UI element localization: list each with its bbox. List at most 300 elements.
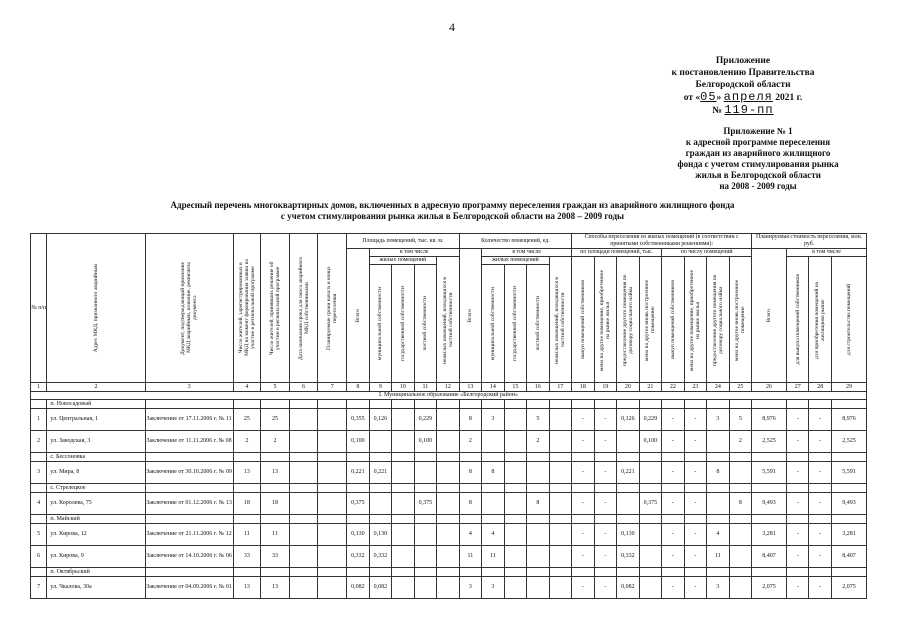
cell-c6 — [289, 431, 318, 453]
cell-c16 — [527, 577, 550, 599]
column-number: 21 — [639, 383, 662, 392]
header-buyout — [572, 257, 595, 383]
appendix2-title: Приложение № 1 — [723, 126, 793, 136]
cell-c6 — [289, 524, 318, 546]
cell-c5: 13 — [261, 462, 290, 484]
column-number: 13 — [459, 383, 482, 392]
cell-c19: - — [594, 431, 617, 453]
column-number: 9 — [369, 383, 392, 392]
cell-c29: 2,075 — [831, 577, 866, 599]
cell-c7 — [318, 577, 347, 599]
cell-c13: 4 — [459, 524, 482, 546]
empty-cell — [459, 453, 482, 462]
empty-cell — [392, 515, 415, 524]
cell-c17 — [549, 493, 572, 515]
empty-cell — [392, 400, 415, 409]
empty-cell — [594, 515, 617, 524]
cell-c6 — [289, 546, 318, 568]
table-row — [31, 493, 867, 515]
table-row — [31, 577, 867, 599]
empty-cell — [786, 515, 809, 524]
empty-cell — [729, 400, 752, 409]
cell-c6 — [289, 409, 318, 431]
header-persons-total-text: Число жителей, зарегистрированных в МКД на момент формирования заявки на участие в региональной программе — [237, 259, 256, 357]
empty-cell — [459, 515, 482, 524]
locality-row — [31, 400, 867, 409]
empty-cell — [261, 484, 290, 493]
header-count-group: Количество помещений, ед. — [459, 234, 572, 249]
cell-c16: 8 — [527, 493, 550, 515]
header-cost-total-text: Всего — [766, 308, 773, 323]
empty-cell — [572, 568, 595, 577]
cell-c8: 0,332 — [347, 546, 370, 568]
header-persons-decision-text: Число жителей, принявших решение об участии в региональной программе — [269, 261, 281, 355]
empty-cell — [233, 453, 261, 462]
cell-c14: 3 — [482, 409, 505, 431]
cell-c26: 8,407 — [752, 546, 787, 568]
cell-c25: 8 — [729, 493, 752, 515]
header-cost-buyout — [786, 257, 809, 383]
header-other-bought-text: мена на другое помещение, приобретенное на рынке жилья — [599, 268, 612, 371]
cell-c7 — [318, 462, 347, 484]
document-title — [160, 200, 745, 222]
row-address: ул. Королева, 75 — [47, 493, 145, 515]
empty-cell — [414, 484, 437, 493]
empty-cell — [504, 515, 527, 524]
cell-c15 — [504, 577, 527, 599]
cell-c14: 11 — [482, 546, 505, 568]
header-address — [47, 234, 145, 383]
cell-c14: 8 — [482, 462, 505, 484]
empty-cell — [459, 568, 482, 577]
empty-cell — [786, 400, 809, 409]
empty-cell — [318, 484, 347, 493]
cell-c4: 13 — [233, 462, 261, 484]
cell-c18: - — [572, 462, 595, 484]
header-document-text: Документ, подтверждающий признание МКД аварийным, название, реквизиты документа — [180, 261, 199, 355]
header-other-social-c-text: предоставление другого помещения по договору социального найма — [711, 273, 724, 366]
appendix2-block — [658, 126, 858, 192]
empty-cell — [347, 515, 370, 524]
appendix2-line: на 2008 - 2009 годы — [719, 181, 797, 191]
date-mid: » — [716, 93, 722, 103]
cell-c11: 0,100 — [414, 431, 437, 453]
empty-cell — [662, 400, 685, 409]
header-buyout-text: выкуп помещений собственников — [579, 280, 586, 359]
cell-c12 — [437, 577, 460, 599]
empty-cell — [549, 568, 572, 577]
cell-c27: - — [786, 493, 809, 515]
cell-c21 — [639, 462, 662, 484]
header-ways-group: Способы переселения из жилых помещений (в соответствии с принятыми собственниками решениями): — [572, 234, 752, 249]
empty-cell — [729, 484, 752, 493]
cell-c25 — [729, 524, 752, 546]
row-address: ул. Кирова, 12 — [47, 524, 145, 546]
empty-cell — [729, 515, 752, 524]
empty-cell — [369, 400, 392, 409]
header-document — [145, 234, 233, 383]
column-numbers-row — [31, 383, 867, 392]
header-by-count: по числу помещений — [662, 249, 752, 257]
header-planned-text: Планируемые сроки начала и конца переселения — [326, 266, 339, 350]
cell-c5: 25 — [261, 409, 290, 431]
cell-c15 — [504, 431, 527, 453]
empty-cell — [145, 484, 233, 493]
date-month: апреля — [723, 90, 773, 104]
cell-c28: - — [809, 546, 832, 568]
empty-cell — [504, 453, 527, 462]
empty-cell — [289, 484, 318, 493]
cell-c7 — [318, 409, 347, 431]
empty-cell — [289, 568, 318, 577]
cell-c7 — [318, 524, 347, 546]
cell-c10 — [392, 409, 415, 431]
empty-cell — [527, 400, 550, 409]
column-number: 12 — [437, 383, 460, 392]
cell-c17 — [549, 524, 572, 546]
cell-c15 — [504, 409, 527, 431]
cell-c26: 2,075 — [752, 577, 787, 599]
empty-cell — [707, 453, 730, 462]
empty-cell — [572, 453, 595, 462]
cell-c5: 18 — [261, 493, 290, 515]
cell-c23: - — [684, 524, 707, 546]
cell-c17 — [549, 546, 572, 568]
cell-c27: - — [786, 409, 809, 431]
cell-c10 — [392, 577, 415, 599]
cell-c4: 25 — [233, 409, 261, 431]
cell-c24: 3 — [707, 409, 730, 431]
table-row — [31, 431, 867, 453]
cell-c13: 8 — [459, 493, 482, 515]
empty-cell — [233, 400, 261, 409]
cell-c9 — [369, 493, 392, 515]
empty-cell — [572, 400, 595, 409]
cell-c9: 0,332 — [369, 546, 392, 568]
cell-c14: 4 — [482, 524, 505, 546]
column-number: 8 — [347, 383, 370, 392]
empty-cell — [639, 484, 662, 493]
cell-c25 — [729, 577, 752, 599]
header-buyout-c-text: выкуп помещений собственников — [669, 280, 676, 359]
locality-name: п. Октябрьский — [47, 568, 145, 577]
empty-cell — [831, 400, 866, 409]
empty-cell — [261, 568, 290, 577]
header-count-total — [459, 249, 482, 383]
header-other-bought-c — [684, 257, 707, 383]
empty-cell — [617, 568, 640, 577]
cell-c7 — [318, 493, 347, 515]
column-number: 2 — [47, 383, 145, 392]
column-number: 17 — [549, 383, 572, 392]
empty-cell — [482, 515, 505, 524]
cell-c15 — [504, 546, 527, 568]
cell-c9: 0,130 — [369, 524, 392, 546]
empty-cell — [831, 568, 866, 577]
appendix2-line: граждан из аварийного жилищного — [685, 148, 831, 158]
header-cost-build-text: для строительства помещений — [845, 283, 852, 356]
header-cost-market — [809, 257, 832, 383]
row-document: Заключение от 01.12.2006 г. № 13 — [145, 493, 233, 515]
header-area-group: Площадь помещений, тыс. кв. м. — [347, 234, 460, 249]
empty-cell — [459, 484, 482, 493]
empty-cell — [261, 515, 290, 524]
empty-cell — [786, 484, 809, 493]
cell-c8: 0,130 — [347, 524, 370, 546]
empty-cell — [707, 484, 730, 493]
empty-cell — [549, 515, 572, 524]
header-cost-market-text: для приобретения помещений на жилищном рынке — [814, 280, 827, 359]
cell-c20: 0,332 — [617, 546, 640, 568]
row-number: 6 — [31, 546, 47, 568]
header-cost-total — [752, 249, 787, 383]
locality-num-cell — [31, 568, 47, 577]
cell-c26: 8,976 — [752, 409, 787, 431]
cell-c22: - — [662, 524, 685, 546]
empty-cell — [504, 484, 527, 493]
number-prefix: № — [712, 106, 722, 116]
cell-c10 — [392, 431, 415, 453]
empty-cell — [527, 568, 550, 577]
empty-cell — [752, 400, 787, 409]
locality-num-cell — [31, 400, 47, 409]
column-number: 19 — [594, 383, 617, 392]
table-body — [31, 400, 867, 599]
cell-c25: 2 — [729, 431, 752, 453]
cell-c21 — [639, 546, 662, 568]
cell-c25 — [729, 462, 752, 484]
header-num: № п/п — [31, 234, 47, 383]
cell-c4: 33 — [233, 546, 261, 568]
header-municipal-text: муниципальной собственности — [377, 286, 384, 361]
empty-cell — [261, 400, 290, 409]
locality-name: п. Новосадовый — [47, 400, 145, 409]
empty-cell — [684, 453, 707, 462]
cell-c16 — [527, 462, 550, 484]
empty-cell — [482, 484, 505, 493]
locality-num-cell — [31, 515, 47, 524]
cell-c25: 5 — [729, 409, 752, 431]
row-document: Заключение от 30.10.2006 г. № 09 — [145, 462, 233, 484]
date-prefix: от « — [683, 93, 701, 103]
cell-c17 — [549, 577, 572, 599]
cell-c13: 8 — [459, 462, 482, 484]
column-number: 4 — [233, 383, 261, 392]
cell-c11: 0,375 — [414, 493, 437, 515]
empty-cell — [459, 400, 482, 409]
header-area-total — [347, 249, 370, 383]
empty-cell — [809, 568, 832, 577]
empty-cell — [145, 515, 233, 524]
cell-c19: - — [594, 409, 617, 431]
header-nonres-text: нежилых помещений, находящихся в частной собственности — [441, 275, 454, 364]
header-private-c-text: частной собственности — [534, 296, 541, 351]
cell-c11 — [414, 462, 437, 484]
empty-cell — [437, 568, 460, 577]
empty-cell — [289, 515, 318, 524]
cell-c23: - — [684, 409, 707, 431]
cell-c16 — [527, 524, 550, 546]
header-municipal — [369, 265, 392, 383]
empty-cell — [684, 515, 707, 524]
cell-c18: - — [572, 577, 595, 599]
cell-c26: 9,493 — [752, 493, 787, 515]
header-state-c — [504, 265, 527, 383]
header-other-bought-c-text: мена на другое помещение, приобретенное на рынке жилья — [689, 268, 702, 371]
empty-cell — [145, 568, 233, 577]
empty-cell — [639, 568, 662, 577]
cell-c26: 3,281 — [752, 524, 787, 546]
empty-cell — [504, 400, 527, 409]
cell-c21: 0,229 — [639, 409, 662, 431]
cell-c22: - — [662, 493, 685, 515]
empty-cell — [437, 484, 460, 493]
empty-cell — [662, 515, 685, 524]
header-nonres — [437, 257, 460, 383]
cell-c18: - — [572, 493, 595, 515]
header-cost-buyout-text: для выкупа помещений собственников — [794, 274, 801, 365]
header-nonres-c-text: нежилых помещений, находящихся в частной собственности — [554, 275, 567, 364]
header-area-dwellings: жилых помещений — [369, 257, 437, 265]
column-number: 11 — [414, 383, 437, 392]
cell-c5: 13 — [261, 577, 290, 599]
column-number: 18 — [572, 383, 595, 392]
cell-c17 — [549, 462, 572, 484]
row-number: 4 — [31, 493, 47, 515]
row-number: 1 — [31, 409, 47, 431]
column-number: 15 — [504, 383, 527, 392]
empty-cell — [639, 515, 662, 524]
cell-c5: 33 — [261, 546, 290, 568]
column-number: 25 — [729, 383, 752, 392]
cell-c18: - — [572, 409, 595, 431]
cell-c12 — [437, 546, 460, 568]
empty-cell — [662, 484, 685, 493]
date-day: 05 — [700, 90, 717, 104]
cell-c15 — [504, 493, 527, 515]
empty-cell — [233, 515, 261, 524]
empty-cell — [233, 568, 261, 577]
cell-c13: 2 — [459, 431, 482, 453]
header-area-including: в том числе — [369, 249, 459, 257]
empty-cell — [437, 453, 460, 462]
empty-cell — [347, 568, 370, 577]
locality-row — [31, 568, 867, 577]
cell-c24 — [707, 431, 730, 453]
row-document: Заключение от 17.11.2006 г. № 11 — [145, 409, 233, 431]
column-number: 27 — [786, 383, 809, 392]
cell-c24 — [707, 493, 730, 515]
empty-cell — [684, 484, 707, 493]
header-count-dwellings: жилых помещений — [482, 257, 550, 265]
header-private — [414, 265, 437, 383]
row-document: Заключение от 04.09.2006 г. № 01 — [145, 577, 233, 599]
cell-c25 — [729, 546, 752, 568]
locality-name: п. Майский — [47, 515, 145, 524]
cell-c6 — [289, 577, 318, 599]
header-other-bought — [594, 257, 617, 383]
empty-cell — [318, 400, 347, 409]
empty-cell — [809, 400, 832, 409]
appendix-number — [628, 104, 858, 117]
cell-c8: 0,355 — [347, 409, 370, 431]
empty-cell — [662, 568, 685, 577]
cell-c9: 0,126 — [369, 409, 392, 431]
locality-name: с. Бессоновка — [47, 453, 145, 462]
row-address: ул. Кирова, 9 — [47, 546, 145, 568]
cell-c14: 3 — [482, 577, 505, 599]
cell-c19: - — [594, 577, 617, 599]
row-address: ул. Чкалова, 30а — [47, 577, 145, 599]
locality-row — [31, 484, 867, 493]
cell-c24: 4 — [707, 524, 730, 546]
empty-cell — [809, 515, 832, 524]
column-number: 1 — [31, 383, 47, 392]
cell-c10 — [392, 524, 415, 546]
appendix-line: Белгородской области — [695, 80, 791, 90]
cell-c12 — [437, 409, 460, 431]
cell-c17 — [549, 431, 572, 453]
cell-c19: - — [594, 462, 617, 484]
cell-c21 — [639, 577, 662, 599]
appendix-block — [628, 55, 858, 117]
cell-c14 — [482, 431, 505, 453]
locality-num-cell — [31, 453, 47, 462]
cell-c20 — [617, 431, 640, 453]
appendix2-line: фонда с учетом стимулирования рынка — [677, 159, 839, 169]
empty-cell — [482, 400, 505, 409]
empty-cell — [347, 484, 370, 493]
empty-cell — [617, 484, 640, 493]
empty-cell — [414, 515, 437, 524]
header-cost-group: Планируемая стоимость переселения, млн. руб. — [752, 234, 867, 249]
header-other-built-c — [729, 257, 752, 383]
cell-c23: - — [684, 493, 707, 515]
cell-c10 — [392, 546, 415, 568]
empty-cell — [684, 400, 707, 409]
column-number: 16 — [527, 383, 550, 392]
header-cost-including: в том числе — [786, 249, 866, 257]
column-number: 28 — [809, 383, 832, 392]
cell-c4: 2 — [233, 431, 261, 453]
empty-cell — [752, 515, 787, 524]
empty-cell — [414, 400, 437, 409]
empty-cell — [261, 453, 290, 462]
empty-cell — [729, 453, 752, 462]
cell-c11 — [414, 524, 437, 546]
empty-cell — [369, 568, 392, 577]
empty-cell — [752, 568, 787, 577]
empty-cell — [617, 453, 640, 462]
empty-cell — [318, 515, 347, 524]
section-title: I. Муниципальное образование «Белгородский район» — [31, 392, 867, 400]
cell-c21 — [639, 524, 662, 546]
header-planned — [318, 234, 347, 383]
empty-cell — [572, 515, 595, 524]
header-nonres-c — [549, 257, 572, 383]
cell-c19: - — [594, 546, 617, 568]
cell-c27: - — [786, 431, 809, 453]
cell-c22: - — [662, 577, 685, 599]
locality-num-cell — [31, 484, 47, 493]
row-document: Заключение от 14.10.2006 г. № 06 — [145, 546, 233, 568]
cell-c27: - — [786, 462, 809, 484]
cell-c13: 3 — [459, 577, 482, 599]
cell-c29: 8,407 — [831, 546, 866, 568]
cell-c28: - — [809, 493, 832, 515]
cell-c23: - — [684, 577, 707, 599]
empty-cell — [707, 568, 730, 577]
